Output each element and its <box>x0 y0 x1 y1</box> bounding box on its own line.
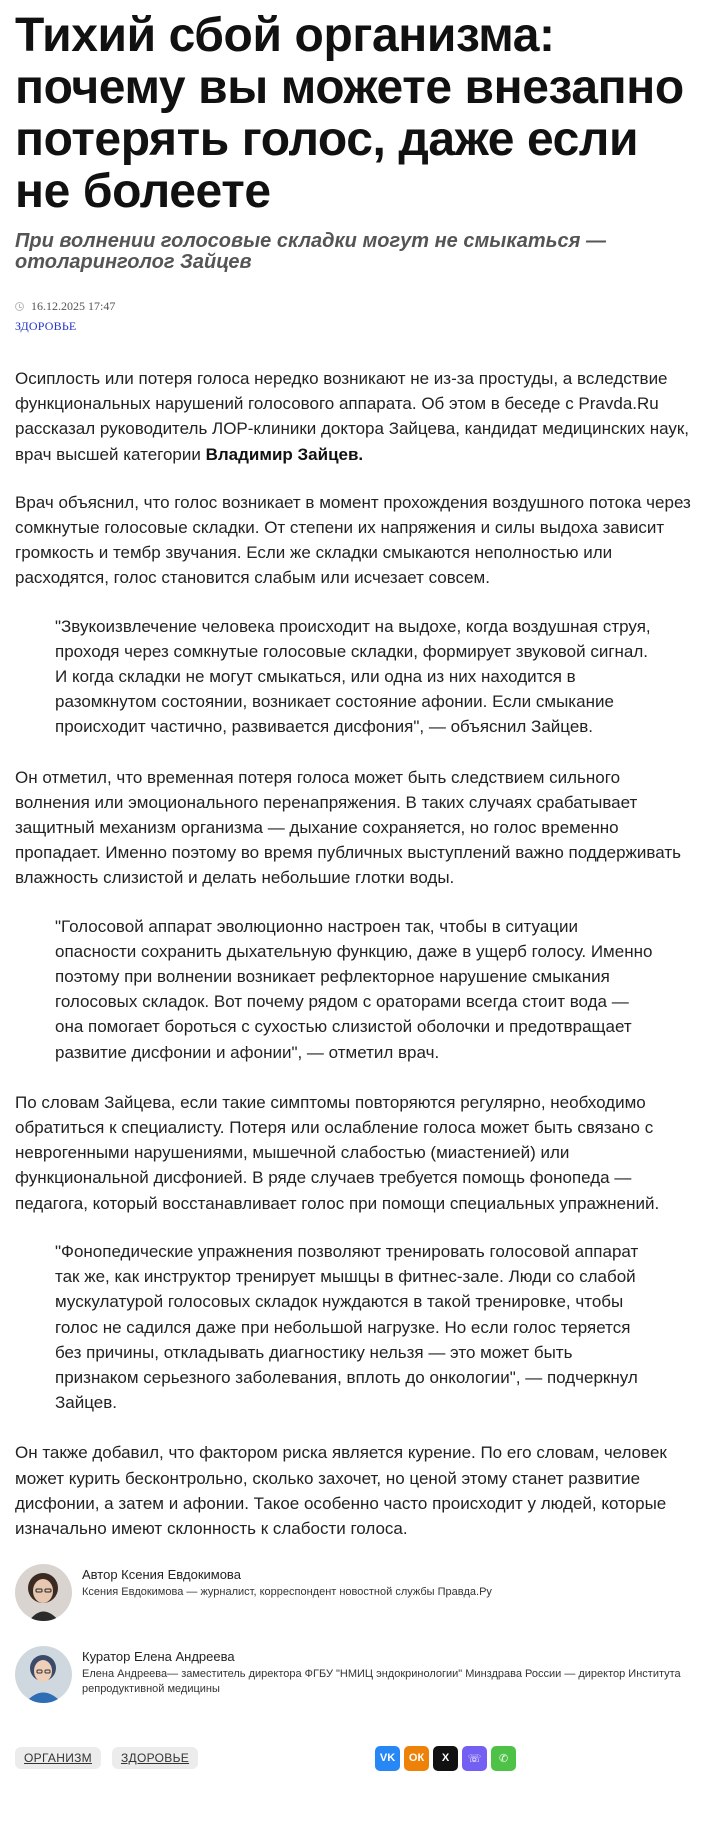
author-avatar[interactable] <box>15 1564 72 1621</box>
intro-text: Осиплость или потеря голоса нередко возникают не из-за простуды, а вследствие функциональных нарушений голосового аппарата. Об этом в беседе с Pravda.Ru рассказал руководитель ЛОР-клиники доктора Зайцева, кандидат медицинских наук, врач высшей категории <box>15 369 690 464</box>
quote: "Голосовой аппарат эволюционно настроен так, чтобы в ситуации опасности сохранить дыхательную функцию, даже в ущерб голосу. Именно поэтому при волнении возникает рефлекторное нарушение смыкания голосовых складок. Вот почему рядом с ораторами всегда стоит вода — она помогает бороться с сухостью слизистой оболочки и предотвращает развитие дисфонии и афонии", — отметил врач. <box>55 916 653 1062</box>
article-subtitle: При волнении голосовые складки могут не смыкаться — отоларинголог Зайцев <box>15 230 606 273</box>
author-info <box>82 1564 682 1600</box>
quote: "Фонопедические упражнения позволяют тренировать голосовой аппарат так же, как инструктор тренирует мышцы в фитнес-зале. Люди со слабой мускулатурой голосовых складок нуждаются в такой тренировке, чтобы голос не садился даже при небольшой нагрузке. Но если голос теряется без причины, откладывать диагностику нельзя — это может быть признаком серьезного заболевания, вплоть до онкологии", — подчеркнул Зайцев. <box>55 1241 639 1413</box>
vk-share-button[interactable] <box>375 1746 400 1771</box>
paragraph-intro <box>15 366 691 467</box>
clock-icon <box>15 302 24 311</box>
article-footer <box>15 1746 691 1770</box>
paragraph: По словам Зайцева, если такие симптомы повторяются регулярно, необходимо обратиться к специалисту. Потеря или ослабление голоса может быть связано с неврогенными нарушениями, мышечной слабостью (миастенией) или функциональной дисфонией. В ряде случаев требуется помощь фонопеда — педагога, который восстанавливает голос при помощи специальных упражнений. <box>15 1092 660 1213</box>
category-link[interactable]: ЗДОРОВЬЕ <box>15 319 77 333</box>
expert-name: Владимир Зайцев. <box>205 444 364 464</box>
article-body <box>15 366 691 1541</box>
share-buttons <box>375 1746 516 1771</box>
article <box>15 0 691 1770</box>
curator-avatar[interactable] <box>15 1646 72 1703</box>
vk-icon: VK <box>379 1752 396 1765</box>
quote: "Звукоизвлечение человека происходит на выдохе, когда воздушная струя, проходя через сомкнутые голосовые складки, формирует звуковой сигнал. И когда складки не могут смыкаться, или одна из них находится в разомкнутом состоянии, возникает состояние афонии. Если смыкание происходит частично, развивается дисфония", — объяснил Зайцев. <box>55 616 651 737</box>
curator-description: Елена Андреева— заместитель директора ФГБУ "НМИЦ эндокринологии" Минздрава России — директор Института репродуктивной медицины <box>82 1668 681 1696</box>
authors-block <box>15 1564 691 1716</box>
curator-name[interactable]: Куратор Елена Андреева <box>82 1649 235 1665</box>
paragraph: Врач объяснил, что голос возникает в момент прохождения воздушного потока через сомкнутые голосовые складки. От степени их напряжения и силы выдоха зависит громкость и тембр звучания. Если же складки смыкаются неполностью или расходятся, голос становится слабым или исчезает совсем. <box>15 492 691 588</box>
publish-date: 16.12.2025 17:47 <box>31 298 116 313</box>
author-description: Ксения Евдокимова — журналист, корреспондент новостной службы Правда.Ру <box>82 1586 492 1599</box>
paragraph: Он отметил, что временная потеря голоса может быть следствием сильного волнения или эмоционального перенапряжения. В таких случаях срабатывает защитный механизм организма — дыхание сохраняется, но голос временно пропадает. Именно поэтому во время публичных выступлений важно поддерживать влажность слизистой и делать небольшие глотки воды. <box>15 767 681 888</box>
article-title: Тихий сбой организма: почему вы можете внезапно потерять голос, даже если не болеете <box>15 9 684 218</box>
whatsapp-share-button[interactable] <box>491 1746 516 1771</box>
x-icon: X <box>441 1752 450 1765</box>
tag-organism[interactable]: ОРГАНИЗМ <box>15 1747 101 1769</box>
author-name[interactable]: Автор Ксения Евдокимова <box>82 1567 241 1583</box>
tag-health[interactable]: ЗДОРОВЬЕ <box>112 1747 198 1769</box>
viber-share-button[interactable] <box>462 1746 487 1771</box>
article-meta <box>15 297 691 315</box>
x-share-button[interactable] <box>433 1746 458 1771</box>
ok-share-button[interactable] <box>404 1746 429 1771</box>
ok-icon: ОК <box>408 1752 425 1765</box>
paragraph: Он также добавил, что фактором риска является курение. По его словам, человек может курить бесконтрольно, сколько захочет, но ценой этому станет развитие дисфонии, а затем и афонии. Такое особенно часто происходит у людей, которые изначально имеют склонность к слабости голоса. <box>15 1443 667 1538</box>
viber-icon: ☏ <box>467 1752 482 1765</box>
curator-info <box>82 1646 682 1697</box>
author-card[interactable] <box>15 1564 691 1634</box>
whatsapp-icon: ✆ <box>498 1752 509 1765</box>
curator-card[interactable] <box>15 1646 691 1716</box>
